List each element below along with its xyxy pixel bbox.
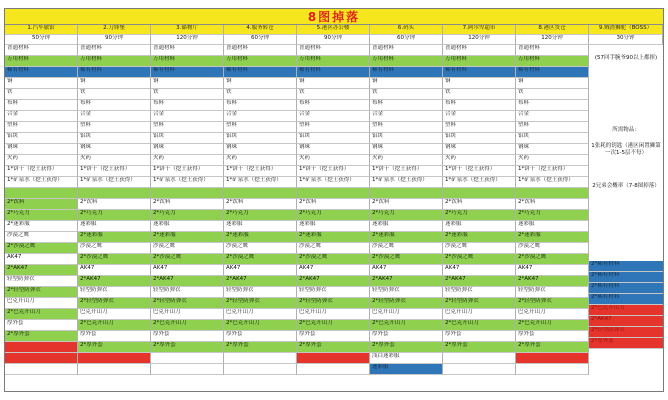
drop-cell: 巴克开山刀 — [297, 309, 370, 320]
drop-cell: 普通材料 — [5, 45, 78, 56]
map-column-5 — [297, 25, 370, 375]
drop-cell: 迷彩服 — [370, 364, 443, 375]
drop-cell: 2*巧克力 — [370, 210, 443, 221]
drop-cell: 2*轻型防弹衣 — [443, 298, 516, 309]
drop-cell: 迷彩服 — [224, 221, 297, 232]
drop-cell — [5, 364, 78, 375]
drop-cell: 巴克开山刀 — [443, 309, 516, 320]
drop-cell: 合金 — [297, 111, 370, 122]
drop-cell: 沙漠之鹰 — [151, 243, 224, 254]
drop-cell: 塑料 — [5, 122, 78, 133]
drop-cell: 2*巧克力 — [224, 210, 297, 221]
drop-cell: 1*饼干（挖土获得） — [443, 166, 516, 177]
drop-cell: 2*巴克开山刀 — [151, 320, 224, 331]
drop-cell — [151, 353, 224, 364]
drop-cell: 铜 — [297, 78, 370, 89]
map-header: 4.服务转仓 — [224, 25, 297, 35]
drop-cell: 普通材料 — [370, 45, 443, 56]
map-duration: 60分钟 — [370, 35, 443, 45]
drop-cell: 火药 — [516, 155, 589, 166]
map-column-4 — [224, 25, 297, 375]
drop-cell: 2*巧克力 — [443, 210, 516, 221]
drop-table-sheet — [4, 8, 664, 392]
drop-cell: 轻型防弹衣 — [5, 276, 78, 287]
drop-cell: 巴克开山刀 — [516, 309, 589, 320]
drop-cell: 2*巴克开山刀 — [224, 320, 297, 331]
drop-cell: 钢珠 — [224, 144, 297, 155]
drop-cell: 铁 — [443, 89, 516, 100]
drop-cell: 铝块 — [151, 133, 224, 144]
drop-cell: 铝块 — [224, 133, 297, 144]
drop-cell: 2*饮料 — [443, 199, 516, 210]
drop-cell: 2*AK47 — [297, 276, 370, 287]
drop-cell: 普通材料 — [297, 45, 370, 56]
drop-cell: 2*巴克开山刀 — [443, 320, 516, 331]
drop-cell: 轻型防弹衣 — [443, 287, 516, 298]
drop-cell: 2*巧克力 — [5, 210, 78, 221]
drop-cell: 2*迷彩服 — [78, 232, 151, 243]
drop-cell: 钢珠 — [151, 144, 224, 155]
map-duration: 90分钟 — [297, 35, 370, 45]
drop-cell: 塑料 — [516, 122, 589, 133]
drop-cell: 2*厚外套 — [297, 342, 370, 353]
drop-cell: 铁 — [78, 89, 151, 100]
drop-cell: 稀有材料 — [516, 67, 589, 78]
map-duration: 120分钟 — [151, 35, 224, 45]
drop-cell: 火药 — [5, 155, 78, 166]
boss-note-key: 1张耗的钥匙（港区闲置狮第一次1-5层不每） — [591, 143, 661, 156]
drop-cell: 火药 — [151, 155, 224, 166]
drop-cell: 稀有材料 — [443, 67, 516, 78]
drop-cell: 浅白迷彩服 — [370, 353, 443, 364]
map-column-7 — [443, 25, 516, 375]
drop-cell: 2*AK47 — [78, 276, 151, 287]
boss-note-required: 所需物品： — [612, 127, 640, 133]
drop-cell: 布料 — [78, 100, 151, 111]
drop-cell: 布料 — [443, 100, 516, 111]
drop-cell: 布料 — [297, 100, 370, 111]
drop-cell: 厚外套 — [78, 331, 151, 342]
drop-cell: AK47 — [516, 265, 589, 276]
drop-cell: 合金 — [5, 111, 78, 122]
drop-cell: 巴克开山刀 — [78, 309, 151, 320]
drop-cell: 迷彩服 — [151, 221, 224, 232]
drop-cell: 稀有材料 — [151, 67, 224, 78]
drop-cell: 2*沙漠之鹰 — [516, 254, 589, 265]
drop-cell — [5, 188, 78, 199]
drop-cell — [224, 364, 297, 375]
drop-cell: 1*饼干（挖土获得） — [370, 166, 443, 177]
drop-cell: 2*沙漠之鹰 — [297, 254, 370, 265]
map-header: 3.储物厅 — [151, 25, 224, 35]
drop-cell: AK47 — [78, 265, 151, 276]
drop-cell: 铁 — [297, 89, 370, 100]
drop-cell: 2*饮料 — [516, 199, 589, 210]
boss-note-brotherhood: 2兄弟会概率（7-8图掉落） — [592, 183, 660, 189]
map-column-3 — [151, 25, 224, 375]
drop-cell — [78, 364, 151, 375]
drop-cell: 铝块 — [370, 133, 443, 144]
drop-cell: 轻型防弹衣 — [224, 287, 297, 298]
drop-cell: AK47 — [370, 265, 443, 276]
drop-cell: 2*迷彩服 — [151, 232, 224, 243]
drop-cell: 布料 — [151, 100, 224, 111]
drop-cell: 塑料 — [151, 122, 224, 133]
drop-cell: 1*矿泉水（挖土获得） — [370, 177, 443, 188]
boss-drop-item: 2*稀有材料 — [589, 294, 663, 305]
drop-cell: 2*迷彩服 — [516, 232, 589, 243]
drop-cell: 迷彩服 — [78, 221, 151, 232]
drop-cell: 2*饮料 — [151, 199, 224, 210]
drop-cell: 2*厚外套 — [151, 342, 224, 353]
drop-cell — [224, 188, 297, 199]
drop-cell: 钢珠 — [516, 144, 589, 155]
drop-cell: 迷彩服 — [297, 221, 370, 232]
drop-cell: 火药 — [78, 155, 151, 166]
drop-cell: 轻型防弹衣 — [516, 287, 589, 298]
drop-cell: 2*巴克开山刀 — [5, 309, 78, 320]
drop-cell: 沙漠之鹰 — [224, 243, 297, 254]
drop-cell: 沙漠之鹰 — [297, 243, 370, 254]
drop-cell: 巴克开山刀 — [5, 298, 78, 309]
drop-cell: 厚外套 — [5, 320, 78, 331]
drop-cell: 2*饮料 — [297, 199, 370, 210]
drop-cell: 1*饼干（挖土获得） — [224, 166, 297, 177]
drop-cell: 迷彩服 — [370, 221, 443, 232]
drop-cell: 2*厚外套 — [78, 342, 151, 353]
drop-cell: 合金 — [151, 111, 224, 122]
drop-cell: AK47 — [297, 265, 370, 276]
drop-cell: 塑料 — [224, 122, 297, 133]
boss-drop-item: 2*AK47 — [589, 316, 663, 327]
drop-cell: 2*AK47 — [443, 276, 516, 287]
drop-cell: 2*巧克力 — [78, 210, 151, 221]
drop-cell: 2*迷彩服 — [370, 232, 443, 243]
drop-cell — [78, 353, 151, 364]
drop-cell — [370, 188, 443, 199]
drop-cell — [516, 188, 589, 199]
sheet-title: 8图掉落 — [5, 9, 663, 25]
drop-cell: 万用材料 — [224, 56, 297, 67]
drop-cell: 铜 — [370, 78, 443, 89]
drop-cell: 钢珠 — [370, 144, 443, 155]
drop-cell — [5, 342, 78, 353]
drop-cell: 稀有材料 — [370, 67, 443, 78]
drop-cell — [443, 188, 516, 199]
drop-cell: 2*厚外套 — [370, 342, 443, 353]
drop-cell: 普通材料 — [224, 45, 297, 56]
drop-cell: 1*矿泉水（挖土获得） — [224, 177, 297, 188]
drop-cell: 合金 — [370, 111, 443, 122]
map-header: 6.码头 — [370, 25, 443, 35]
drop-cell: 铁 — [151, 89, 224, 100]
drop-cell: 2*饮料 — [78, 199, 151, 210]
drop-cell: 2*沙漠之鹰 — [151, 254, 224, 265]
drop-cell: 2*AK47 — [370, 276, 443, 287]
drop-cell: 铜 — [443, 78, 516, 89]
drop-cell: 铜 — [78, 78, 151, 89]
drop-cell: 1*矿泉水（挖土获得） — [78, 177, 151, 188]
drop-cell: 钢珠 — [443, 144, 516, 155]
drop-cell — [151, 188, 224, 199]
drop-cell: 普通材料 — [78, 45, 151, 56]
drop-cell: 火药 — [370, 155, 443, 166]
drop-cell: 轻型防弹衣 — [78, 287, 151, 298]
drop-cell: 布料 — [516, 100, 589, 111]
drop-cell: 2*迷彩服 — [443, 232, 516, 243]
drop-cell: 万用材料 — [516, 56, 589, 67]
drop-cell: 巴克开山刀 — [224, 309, 297, 320]
drop-cell: 铁 — [224, 89, 297, 100]
drop-cell: 2*厚外套 — [516, 342, 589, 353]
drop-cell: 万用材料 — [297, 56, 370, 67]
drop-cell: 万用材料 — [5, 56, 78, 67]
map-duration: 90分钟 — [78, 35, 151, 45]
drop-cell: 稀有材料 — [78, 67, 151, 78]
drop-cell: 2*轻型防弹衣 — [78, 298, 151, 309]
drop-cell: 2*轻型防弹衣 — [224, 298, 297, 309]
drop-cell: 塑料 — [78, 122, 151, 133]
drop-cell: AK47 — [443, 265, 516, 276]
drop-cell: 火药 — [224, 155, 297, 166]
drop-cell: 普通材料 — [443, 45, 516, 56]
drop-cell: 2*AK47 — [224, 276, 297, 287]
map-column-2 — [78, 25, 151, 375]
drop-cell: 铜 — [224, 78, 297, 89]
drop-cell: 稀有材料 — [297, 67, 370, 78]
drop-cell: 1*矿泉水（挖土获得） — [5, 177, 78, 188]
boss-drop-item: 2*稀有材料 — [589, 283, 663, 294]
drop-cell: 铝块 — [78, 133, 151, 144]
drop-cell — [297, 188, 370, 199]
drop-cell: 沙漠之鹰 — [5, 232, 78, 243]
drop-cell: 2*厚外套 — [443, 342, 516, 353]
drop-cell: 2*巴克开山刀 — [78, 320, 151, 331]
map-duration: 50分钟 — [5, 35, 78, 45]
drop-cell: 2*迷彩服 — [297, 232, 370, 243]
drop-cell: 沙漠之鹰 — [516, 243, 589, 254]
map-header: 7.阿尔卑超市 — [443, 25, 516, 35]
drop-cell: 巴克开山刀 — [370, 309, 443, 320]
drop-cell: 2*巧克力 — [297, 210, 370, 221]
drop-cell: 迷彩服 — [443, 221, 516, 232]
drop-cell: 铁 — [5, 89, 78, 100]
drop-cell: 2*轻型防弹衣 — [151, 298, 224, 309]
drop-cell: 塑料 — [443, 122, 516, 133]
drop-cell: 1*矿泉水（挖土获得） — [516, 177, 589, 188]
drop-cell — [443, 364, 516, 375]
drop-cell: 合金 — [516, 111, 589, 122]
drop-cell: 2*巴克开山刀 — [297, 320, 370, 331]
drop-cell — [78, 188, 151, 199]
map-column-8 — [516, 25, 589, 375]
drop-cell: 厚外套 — [297, 331, 370, 342]
drop-cell: 2*巧克力 — [151, 210, 224, 221]
drop-cell: 铝块 — [5, 133, 78, 144]
drop-cell: 迷彩服 — [516, 221, 589, 232]
drop-cell: 铝块 — [297, 133, 370, 144]
drop-cell — [443, 353, 516, 364]
drop-cell: 钢珠 — [5, 144, 78, 155]
drop-cell: 2*迷彩服 — [5, 221, 78, 232]
drop-cell: 稀有材料 — [224, 67, 297, 78]
drop-cell: 2*迷彩服 — [224, 232, 297, 243]
map-duration: 60分钟 — [224, 35, 297, 45]
boss-drop-item: 2*轻型防弹衣 — [589, 327, 663, 338]
drop-cell: 1*矿泉水（挖土获得） — [443, 177, 516, 188]
drop-cell: 2*巧克力 — [516, 210, 589, 221]
drop-cell: 沙漠之鹰 — [78, 243, 151, 254]
drop-cell: 1*饼干（挖土获得） — [5, 166, 78, 177]
drop-cell — [297, 364, 370, 375]
map-header: 5.港区办公楼 — [297, 25, 370, 35]
drop-cell: 铁 — [370, 89, 443, 100]
drop-cell: 2*AK47 — [5, 265, 78, 276]
drop-cell: 2*沙漠之鹰 — [5, 243, 78, 254]
map-column-6 — [370, 25, 443, 375]
drop-cell: 火药 — [297, 155, 370, 166]
drop-cell: 铜 — [5, 78, 78, 89]
drop-cell: 铜 — [516, 78, 589, 89]
map-column-1 — [5, 25, 78, 375]
drop-cell: 布料 — [5, 100, 78, 111]
boss-note-level: (57回手腕爷90以上都摔) — [594, 55, 658, 61]
drop-cell: 万用材料 — [151, 56, 224, 67]
boss-drop-item: 2*稀有材料 — [589, 261, 663, 272]
map-duration: 120分钟 — [443, 35, 516, 45]
boss-drop-item: 2*厚外套 — [589, 338, 663, 349]
drop-cell: 万用材料 — [78, 56, 151, 67]
drop-cell: 铁 — [516, 89, 589, 100]
drop-cell — [516, 364, 589, 375]
drop-cell: 火药 — [443, 155, 516, 166]
map-header: 8.港区货仓 — [516, 25, 589, 35]
map-header: 2.刀锋堡 — [78, 25, 151, 35]
drop-cell — [151, 364, 224, 375]
drop-cell — [224, 353, 297, 364]
drop-cell — [5, 353, 78, 364]
drop-cell: 布料 — [224, 100, 297, 111]
drop-cell: 1*矿泉水（挖土获得） — [297, 177, 370, 188]
drop-cell: 厚外套 — [151, 331, 224, 342]
boss-drop-item: 2*稀有材料 — [589, 272, 663, 283]
drop-cell: 合金 — [443, 111, 516, 122]
drop-cell: 2*轻型防弹衣 — [516, 298, 589, 309]
drop-cell: 2*巴克开山刀 — [370, 320, 443, 331]
boss-duration: 30分钟 — [589, 35, 663, 45]
drop-cell: 巴克开山刀 — [151, 309, 224, 320]
drop-cell: 轻型防弹衣 — [370, 287, 443, 298]
drop-cell: 厚外套 — [443, 331, 516, 342]
drop-cell: 2*厚外套 — [5, 331, 78, 342]
drop-cell: AK47 — [224, 265, 297, 276]
drop-cell: 普通材料 — [516, 45, 589, 56]
drop-cell: 沙漠之鹰 — [370, 243, 443, 254]
drop-cell: AK47 — [151, 265, 224, 276]
drop-cell — [297, 353, 370, 364]
drop-cell: 铝块 — [516, 133, 589, 144]
map-duration: 120分钟 — [516, 35, 589, 45]
drop-cell: 2*轻型防弹衣 — [5, 287, 78, 298]
drop-cell: 1*饼干（挖土获得） — [516, 166, 589, 177]
drop-cell: 2*饮料 — [5, 199, 78, 210]
drop-cell: 1*矿泉水（挖土获得） — [151, 177, 224, 188]
drop-cell: 铜 — [151, 78, 224, 89]
drop-cell: 塑料 — [297, 122, 370, 133]
drop-cell: 钢珠 — [297, 144, 370, 155]
drop-cell: 塑料 — [370, 122, 443, 133]
drop-cell: 2*厚外套 — [224, 342, 297, 353]
boss-drop-item: 2*巴克开山刀 — [589, 305, 663, 316]
drop-cell: 铝块 — [443, 133, 516, 144]
drop-cell — [516, 353, 589, 364]
drop-cell: 普通材料 — [151, 45, 224, 56]
drop-cell: 万用材料 — [370, 56, 443, 67]
map-header: 1.汽车旅馆 — [5, 25, 78, 35]
boss-column — [589, 25, 663, 391]
drop-cell: 厚外套 — [370, 331, 443, 342]
drop-cell: 钢珠 — [78, 144, 151, 155]
drop-cell: 稀有材料 — [5, 67, 78, 78]
drop-cell: 2*沙漠之鹰 — [224, 254, 297, 265]
drop-cell: 1*饼干（挖土获得） — [151, 166, 224, 177]
drop-cell: 2*饮料 — [370, 199, 443, 210]
drop-cell: 厚外套 — [224, 331, 297, 342]
drop-cell: AK47 — [5, 254, 78, 265]
drop-cell: 2*轻型防弹衣 — [297, 298, 370, 309]
drop-cell: 合金 — [224, 111, 297, 122]
drop-cell: 2*巴克开山刀 — [516, 320, 589, 331]
drop-cell: 1*饼干（挖土获得） — [78, 166, 151, 177]
drop-cell: 合金 — [78, 111, 151, 122]
drop-cell: 2*饮料 — [224, 199, 297, 210]
drop-cell: 布料 — [370, 100, 443, 111]
drop-cell: 2*沙漠之鹰 — [370, 254, 443, 265]
drop-cell: 2*沙漠之鹰 — [78, 254, 151, 265]
drop-cell: 轻型防弹衣 — [297, 287, 370, 298]
drop-cell: 2*轻型防弹衣 — [370, 298, 443, 309]
boss-header: 9.贼渣狮驼（BOSS） — [589, 25, 663, 35]
drop-cell: 万用材料 — [443, 56, 516, 67]
drop-cell: 轻型防弹衣 — [151, 287, 224, 298]
drop-cell: 2*AK47 — [516, 276, 589, 287]
drop-cell: 2*AK47 — [151, 276, 224, 287]
drop-cell: 沙漠之鹰 — [443, 243, 516, 254]
drop-cell: 1*饼干（挖土获得） — [297, 166, 370, 177]
drop-cell: 厚外套 — [516, 331, 589, 342]
drop-cell: 2*沙漠之鹰 — [443, 254, 516, 265]
